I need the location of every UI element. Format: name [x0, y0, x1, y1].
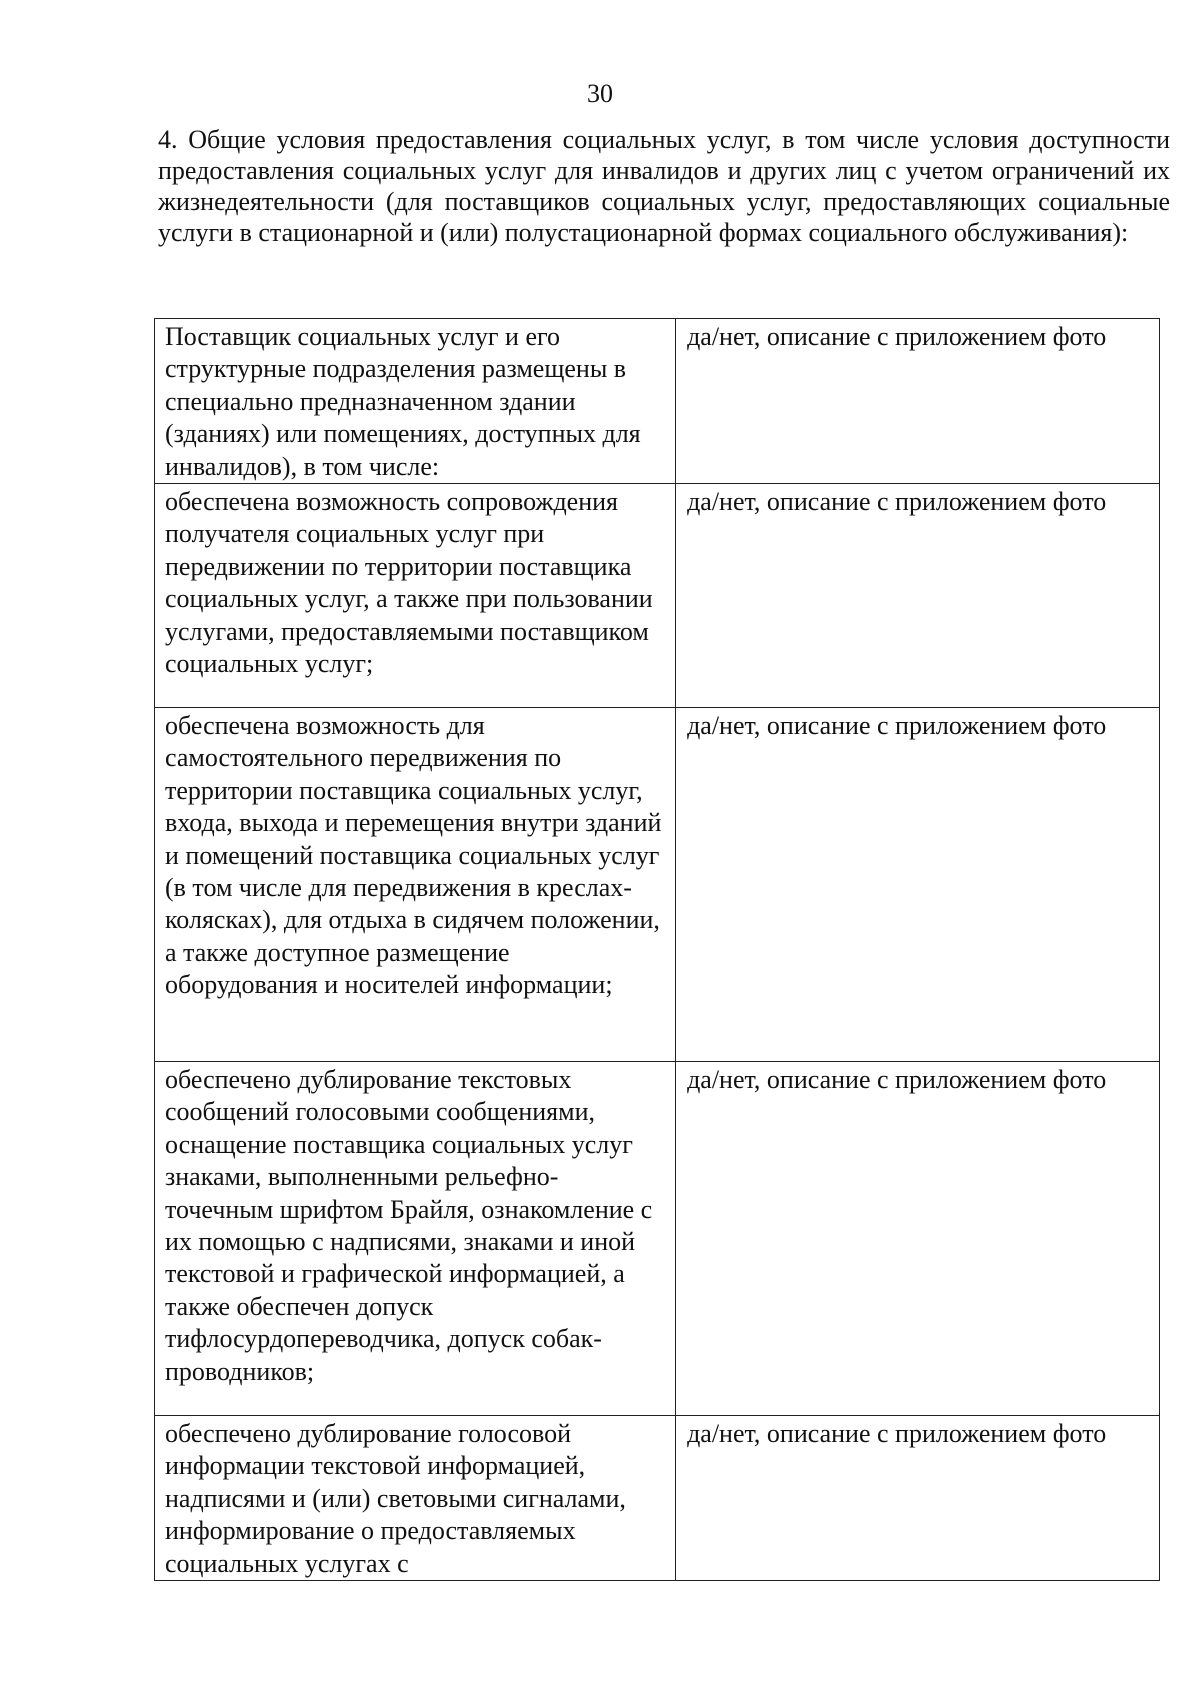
- answer-cell: да/нет, описание с приложением фото: [676, 1062, 1160, 1416]
- table-row: [155, 1416, 1160, 1581]
- answer-cell: да/нет, описание с приложением фото: [676, 708, 1160, 1062]
- condition-cell: обеспечена возможность для самостоятельного передвижения по территории поставщика социальных услуг, входа, выхода и перемещения внутри зданий и помещений поставщика социальных услуг (в том числе для передвижения в креслах-колясках), для отдыха в сидячем положении, а также доступное размещение оборудования и носителей информации;: [155, 708, 676, 1062]
- answer-cell: да/нет, описание с приложением фото: [676, 1416, 1160, 1581]
- table-row: [155, 484, 1160, 708]
- page-number: 30: [587, 79, 613, 108]
- table-row: [155, 319, 1160, 484]
- condition-cell: Поставщик социальных услуг и его структурные подразделения размещены в специально предназначенном здании (зданиях) или помещениях, доступных для инвалидов), в том числе:: [155, 319, 676, 484]
- accessibility-conditions-table: [154, 318, 1160, 1581]
- condition-cell: обеспечено дублирование текстовых сообщений голосовыми сообщениями, оснащение поставщика социальных услуг знаками, выполненными рельефно-точечным шрифтом Брайля, ознакомление с их помощью с надписями, знаками и иной текстовой и графической информацией, а также обеспечен допуск тифлосурдопереводчика, допуск собак-проводников;: [155, 1062, 676, 1416]
- table-row: [155, 708, 1160, 1062]
- condition-cell: обеспечено дублирование голосовой информации текстовой информацией, надписями и (или) световыми сигналами, информирование о предоставляемых социальных услугах с: [155, 1416, 676, 1581]
- condition-cell: обеспечена возможность сопровождения получателя социальных услуг при передвижении по территории поставщика социальных услуг, а также при пользовании услугами, предоставляемыми поставщиком социальных услуг;: [155, 484, 676, 708]
- answer-cell: да/нет, описание с приложением фото: [676, 484, 1160, 708]
- answer-cell: да/нет, описание с приложением фото: [676, 319, 1160, 484]
- table-row: [155, 1062, 1160, 1416]
- section-intro-paragraph: 4. Общие условия предоставления социальных услуг, в том числе условия доступности предоставления социальных услуг для инвалидов и других лиц с учетом ограничений их жизнедеятельности (для поставщиков социальных услуг, предоставляющих социальные услуги в стационарной и (или) полустационарной формах социального обслуживания):: [158, 125, 1170, 247]
